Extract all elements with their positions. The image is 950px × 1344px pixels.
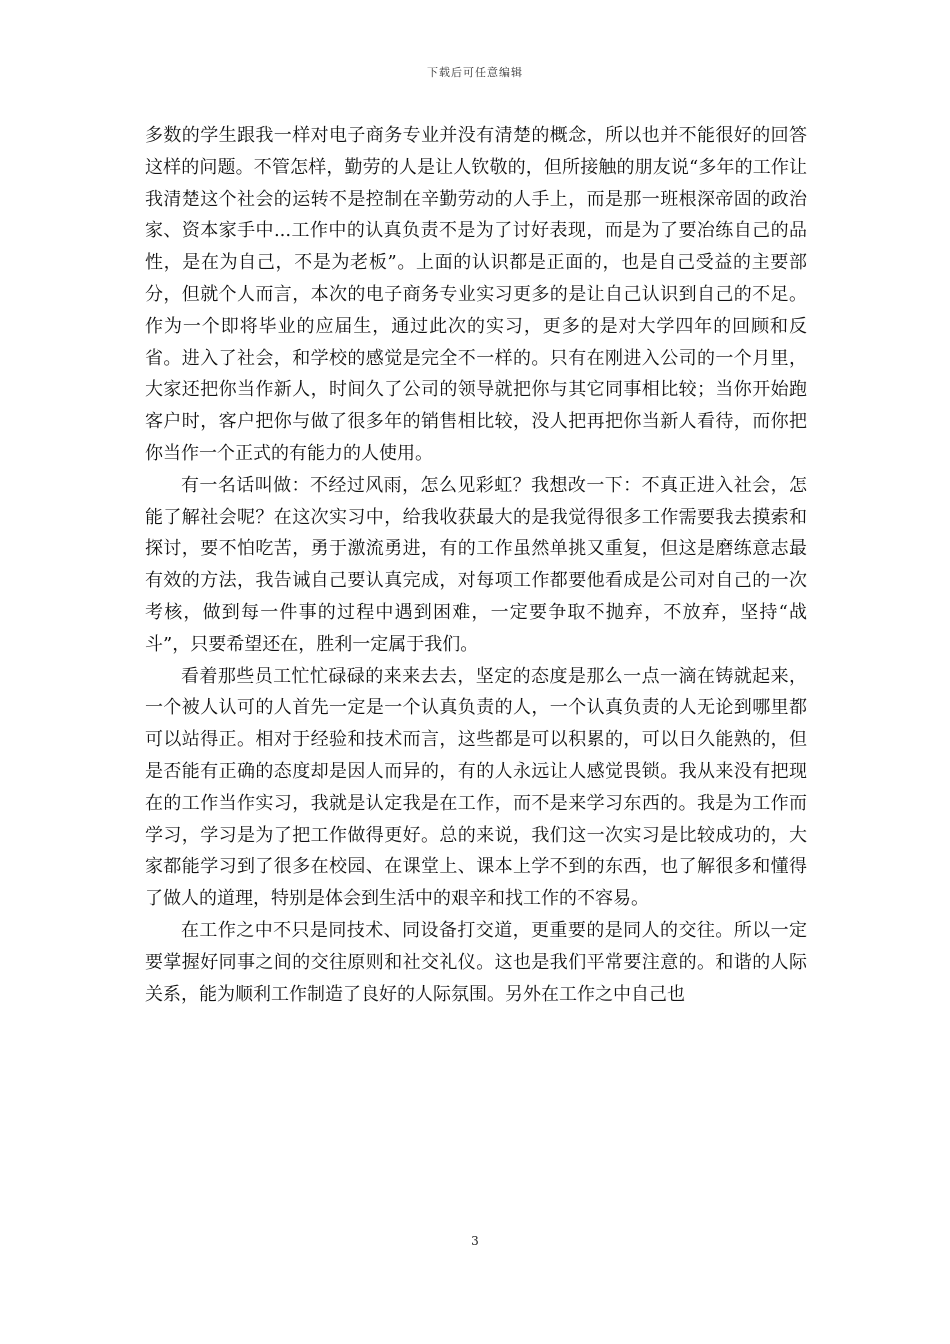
paragraph-3: 看着那些员工忙忙碌碌的来来去去，坚定的态度是那么一点一滴在铸就起来，一个被人认可的人首先一定是一个认真负责的人，一个认真负责的人无论到哪里都可以站得正。相对于经验和技术而言，这些都是可以积累的，可以日久能熟的，但是否能有正确的态度却是因人而异的，有的人永远让人感觉畏锁。我从来没有把现在的工作当作实习，我就是认定我是在工作，而不是来学习东西的。我是为工作而学习，学习是为了把工作做得更好。总的来说，我们这一次实习是比较成功的，大家都能学习到了很多在校园、在课堂上、课本上学不到的东西，也了解很多和懂得了做人的道理，特别是体会到生活中的艰辛和找工作的不容易。 [145,665,807,910]
paragraph-1: 多数的学生跟我一样对电子商务专业并没有清楚的概念，所以也并不能很好的回答这样的问题。不管怎样，勤劳的人是让人钦敬的，但所接触的朋友说“多年的工作让我清楚这个社会的运转不是控制在辛勤劳动的人手上，而是那一班根深帝固的政治家、资本家手中...工作中的认真负责不是为了讨好表现，而是为了要冶练自己的品性，是在为自己，不是为老板”。上面的认识都是正面的，也是自己受益的主要部分，但就个人而言，本次的电子商务专业实习更多的是让自己认识到自己的不足。作为一个即将毕业的应届生，通过此次的实习，更多的是对大学四年的回顾和反省。进入了社会，和学校的感觉是完全不一样的。只有在刚进入公司的一个月里，大家还把你当作新人，时间久了公司的领导就把你与其它同事相比较；当你开始跑客户时，客户把你与做了很多年的销售相比较，没人把再把你当新人看待，而你把你当作一个正式的有能力的人使用。 [145,125,807,464]
paragraph-2: 有一名话叫做：不经过风雨，怎么见彩虹？我想改一下：不真正进入社会，怎能了解社会呢？在这次实习中，给我收获最大的是我觉得很多工作需要我去摸索和探讨，要不怕吃苦，勇于激流勇进，有的工作虽然单挑又重复，但这是磨练意志最有效的方法，我告诫自己要认真完成，对每项工作都要他看成是公司对自己的一次考核，做到每一件事的过程中遇到困难，一定要争取不抛弃，不放弃，坚持“战斗”，只要希望还在，胜利一定属于我们。 [145,474,807,655]
page-header: 下载后可任意编辑 [427,66,523,79]
page-number: 3 [471,1234,479,1248]
paragraph-4: 在工作之中不只是同技术、同设备打交道，更重要的是同人的交往。所以一定要掌握好同事之间的交往原则和社交礼仪。这也是我们平常要注意的。和谐的人际关系，能为顺利工作制造了良好的人际氛围。另外在工作之中自己也 [145,919,807,1005]
document-body [145,120,807,1010]
